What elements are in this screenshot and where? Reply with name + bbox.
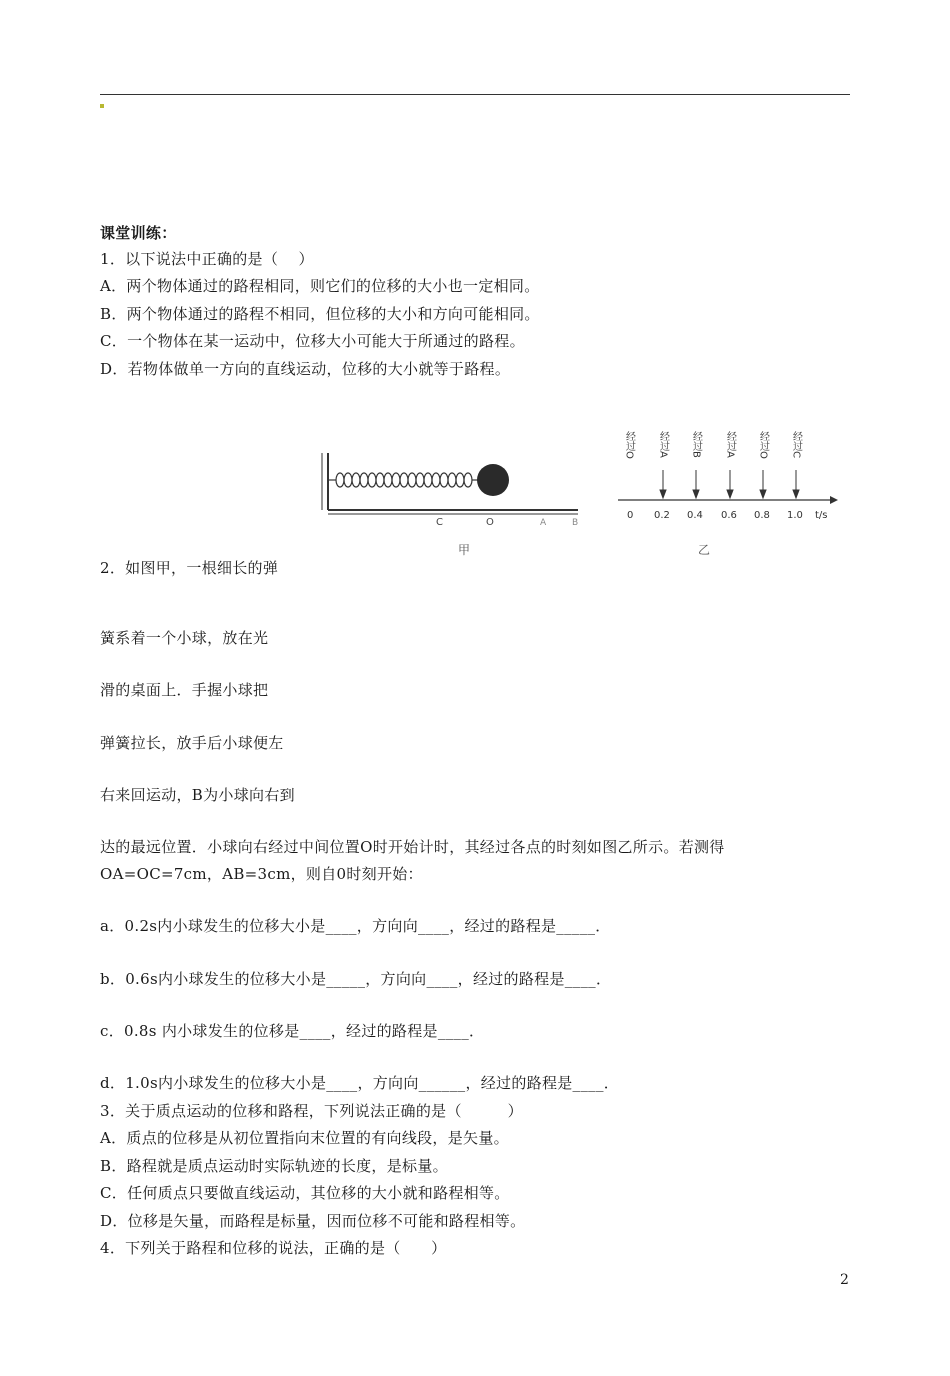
tick-2: 0.4 — [687, 510, 703, 521]
q1-option-d: D．若物体做单一方向的直线运动，位移的大小就等于路程。 — [100, 360, 511, 378]
event-1: 经过A — [657, 431, 669, 458]
q4-stem: 4．下列关于路程和位移的说法，正确的是（ ） — [100, 1239, 447, 1257]
spring-icon — [336, 473, 472, 487]
axis-arrow-icon — [830, 496, 838, 504]
section-title: 课堂训练： — [100, 224, 177, 242]
q1-option-c: C．一个物体在某一运动中，位移大小可能大于所通过的路程。 — [100, 332, 525, 350]
caption-yi: 乙 — [698, 543, 711, 557]
q3-option-c: C．任何质点只要做直线运动，其位移的大小就和路程相等。 — [100, 1184, 510, 1202]
q2-line-3: 滑的桌面上．手握小球把 — [100, 681, 269, 699]
q2-line-2: 簧系着一个小球，放在光 — [100, 629, 269, 647]
q2-sub-a: a．0.2s内小球发生的位移大小是____，方向向____，经过的路程是_____． — [100, 917, 611, 935]
q2-line-4: 弹簧拉长，放手后小球便左 — [100, 734, 284, 752]
tick-3: 0.6 — [721, 510, 737, 521]
ball-icon — [477, 464, 509, 496]
label-a: A — [540, 518, 547, 528]
header-rule — [100, 94, 850, 95]
axis-unit: t/s — [815, 510, 828, 521]
event-0: 经过O — [623, 431, 635, 459]
label-b: B — [572, 518, 579, 528]
tick-1: 0.2 — [654, 510, 670, 521]
q2-line-5: 右来回运动，B为小球向右到 — [100, 786, 295, 804]
label-o: O — [486, 517, 494, 528]
timeline-diagram — [618, 431, 838, 557]
label-c: C — [436, 517, 443, 528]
q3-option-d: D．位移是矢量，而路程是标量，因而位移不可能和路程相等。 — [100, 1212, 526, 1230]
event-arrows — [660, 470, 799, 498]
page-number: 2 — [840, 1272, 849, 1288]
q2-line-6: 达的最远位置．小球向右经过中间位置O时开始计时，其经过各点的时刻如图乙所示。若测得 — [100, 838, 725, 856]
tick-0: 0 — [627, 510, 634, 521]
q2-line-1: 2．如图甲，一根细长的弹 — [100, 559, 279, 577]
q1-option-a: A．两个物体通过的路程相同，则它们的位移的大小也一定相同。 — [100, 277, 540, 295]
q1-stem: 1．以下说法中正确的是（ ） — [100, 250, 314, 268]
spring-diagram — [322, 453, 578, 514]
spring-timeline-figure — [318, 418, 848, 563]
q2-sub-b: b．0.6s内小球发生的位移大小是_____，方向向____，经过的路程是____． — [100, 970, 612, 988]
tick-5: 1.0 — [787, 510, 803, 521]
tick-4: 0.8 — [754, 510, 770, 521]
q2-sub-d: d．1.0s内小球发生的位移大小是____，方向向______，经过的路程是____． — [100, 1074, 620, 1092]
event-2: 经过B — [690, 431, 702, 458]
q3-stem: 3．关于质点运动的位移和路程，下列说法正确的是（ ） — [100, 1102, 523, 1120]
q2-sub-c: c．0.8s 内小球发生的位移是____，经过的路程是____． — [100, 1022, 485, 1040]
event-5: 经过C — [790, 431, 802, 458]
header-mark — [100, 104, 104, 108]
event-4: 经过O — [757, 431, 769, 459]
q3-option-a: A．质点的位移是从初位置指向末位置的有向线段，是矢量。 — [100, 1129, 509, 1147]
q2-line-7: OA=OC=7cm，AB=3cm，则自0时刻开始： — [100, 865, 423, 883]
q3-option-b: B．路程就是质点运动时实际轨迹的长度，是标量。 — [100, 1157, 448, 1175]
caption-jia: 甲 — [458, 543, 471, 557]
q1-option-b: B．两个物体通过的路程不相同，但位移的大小和方向可能相同。 — [100, 305, 540, 323]
event-3: 经过A — [724, 431, 736, 458]
